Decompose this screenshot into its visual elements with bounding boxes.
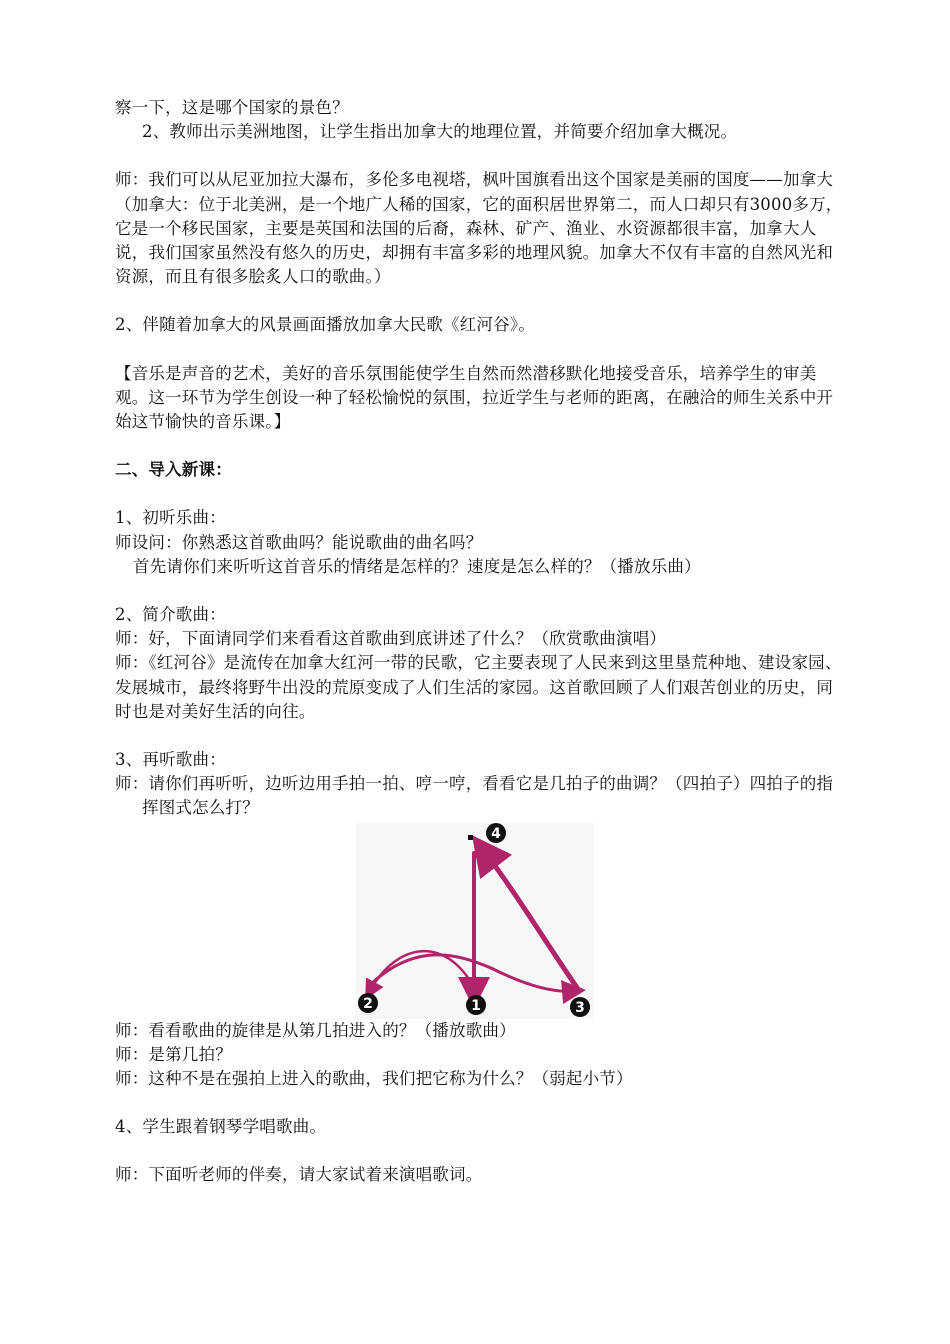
step1-line2: 首先请你们来听听这首音乐的情绪是怎样的？速度是怎么样的？（播放乐曲） [133, 556, 701, 576]
paragraph-map: 2、教师出示美洲地图，让学生指出加拿大的地理位置，并简要介绍加拿大概况。 [142, 122, 738, 142]
section-heading: 二、导入新课： [115, 460, 232, 480]
beat-label-4: 4 [491, 825, 501, 842]
step1-line1: 师设问：你熟悉这首歌曲吗？能说歌曲的曲名吗？ [115, 532, 483, 552]
step2-title: 2、简介歌曲： [115, 605, 226, 625]
step4-line1: 师：下面听老师的伴奏，请大家试着来演唱歌词。 [115, 1165, 483, 1185]
paragraph-commentary: 【音乐是声音的艺术，美好的音乐氛围能使学生自然而然潜移默化地接受音乐，培养学生的审美观。这一环节为学生创设一种了轻松愉悦的氛围，拉近学生与老师的距离，在融洽的师生关系中开始这节愉快的音乐课。】 [115, 363, 834, 432]
step3-title: 3、再听歌曲： [115, 750, 226, 770]
beat-marker-2 [358, 993, 378, 1013]
start-dot [468, 835, 473, 840]
beat-label-1: 1 [471, 997, 481, 1014]
step2-line1: 师：好，下面请同学们来看看这首歌曲到底讲述了什么？（欣赏歌曲演唱） [115, 629, 667, 649]
paragraph-play-song: 2、伴随着加拿大的风景画面播放加拿大民歌《红河谷》。 [115, 315, 535, 335]
step3-line1: 师：请你们再听听，边听边用手拍一拍、哼一哼，看看它是几拍子的曲调？（四拍子）四拍子的指挥图式怎么打？ [115, 774, 834, 818]
beat-marker-1 [466, 995, 486, 1015]
step3-line4: 师：这种不是在强拍上进入的歌曲，我们把它称为什么？（弱起小节） [115, 1069, 633, 1089]
conducting-pattern-figure [356, 823, 594, 1019]
document-page [115, 96, 845, 1188]
beat-label-3: 3 [575, 999, 585, 1016]
step1-title: 1、初听乐曲： [115, 508, 226, 528]
beat-marker-4 [486, 823, 506, 843]
four-beat-diagram [356, 823, 594, 1019]
paragraph-continuation: 察一下，这是哪个国家的景色？ [115, 98, 349, 117]
paragraph-canada-intro: 师：我们可以从尼亚加拉大瀑布，多伦多电视塔，枫叶国旗看出这个国家是美丽的国度——加拿大（加拿大：位于北美洲，是一个地广人稀的国家，它的面积居世界第二，而人口却只有3000多万，它是一个移民国家，主要是英国和法国的后裔，森林、矿产、渔业、水资源都很丰富，加拿大人说，我们国家虽然没有悠久的历史，却拥有丰富多彩的地理风貌。加拿大不仅有丰富的自然风光和资源，而且有很多脍炙人口的歌曲。） [115, 170, 843, 287]
step3-line2: 师：看看歌曲的旋律是从第几拍进入的？（播放歌曲） [115, 1020, 516, 1040]
step2-line2: 师：《红河谷》是流传在加拿大红河一带的民歌，它主要表现了人民来到这里垦荒种地、建设家园、发展城市，最终将野牛出没的荒原变成了人们生活的家园。这首歌回顾了人们艰苦创业的历史，同时也是对美好生活的向往。 [115, 653, 842, 721]
step4-title: 4、学生跟着钢琴学唱歌曲。 [115, 1117, 327, 1137]
beat-marker-3 [570, 997, 590, 1017]
step3-line3: 师：是第几拍？ [115, 1044, 232, 1064]
beat-label-2: 2 [363, 995, 373, 1012]
